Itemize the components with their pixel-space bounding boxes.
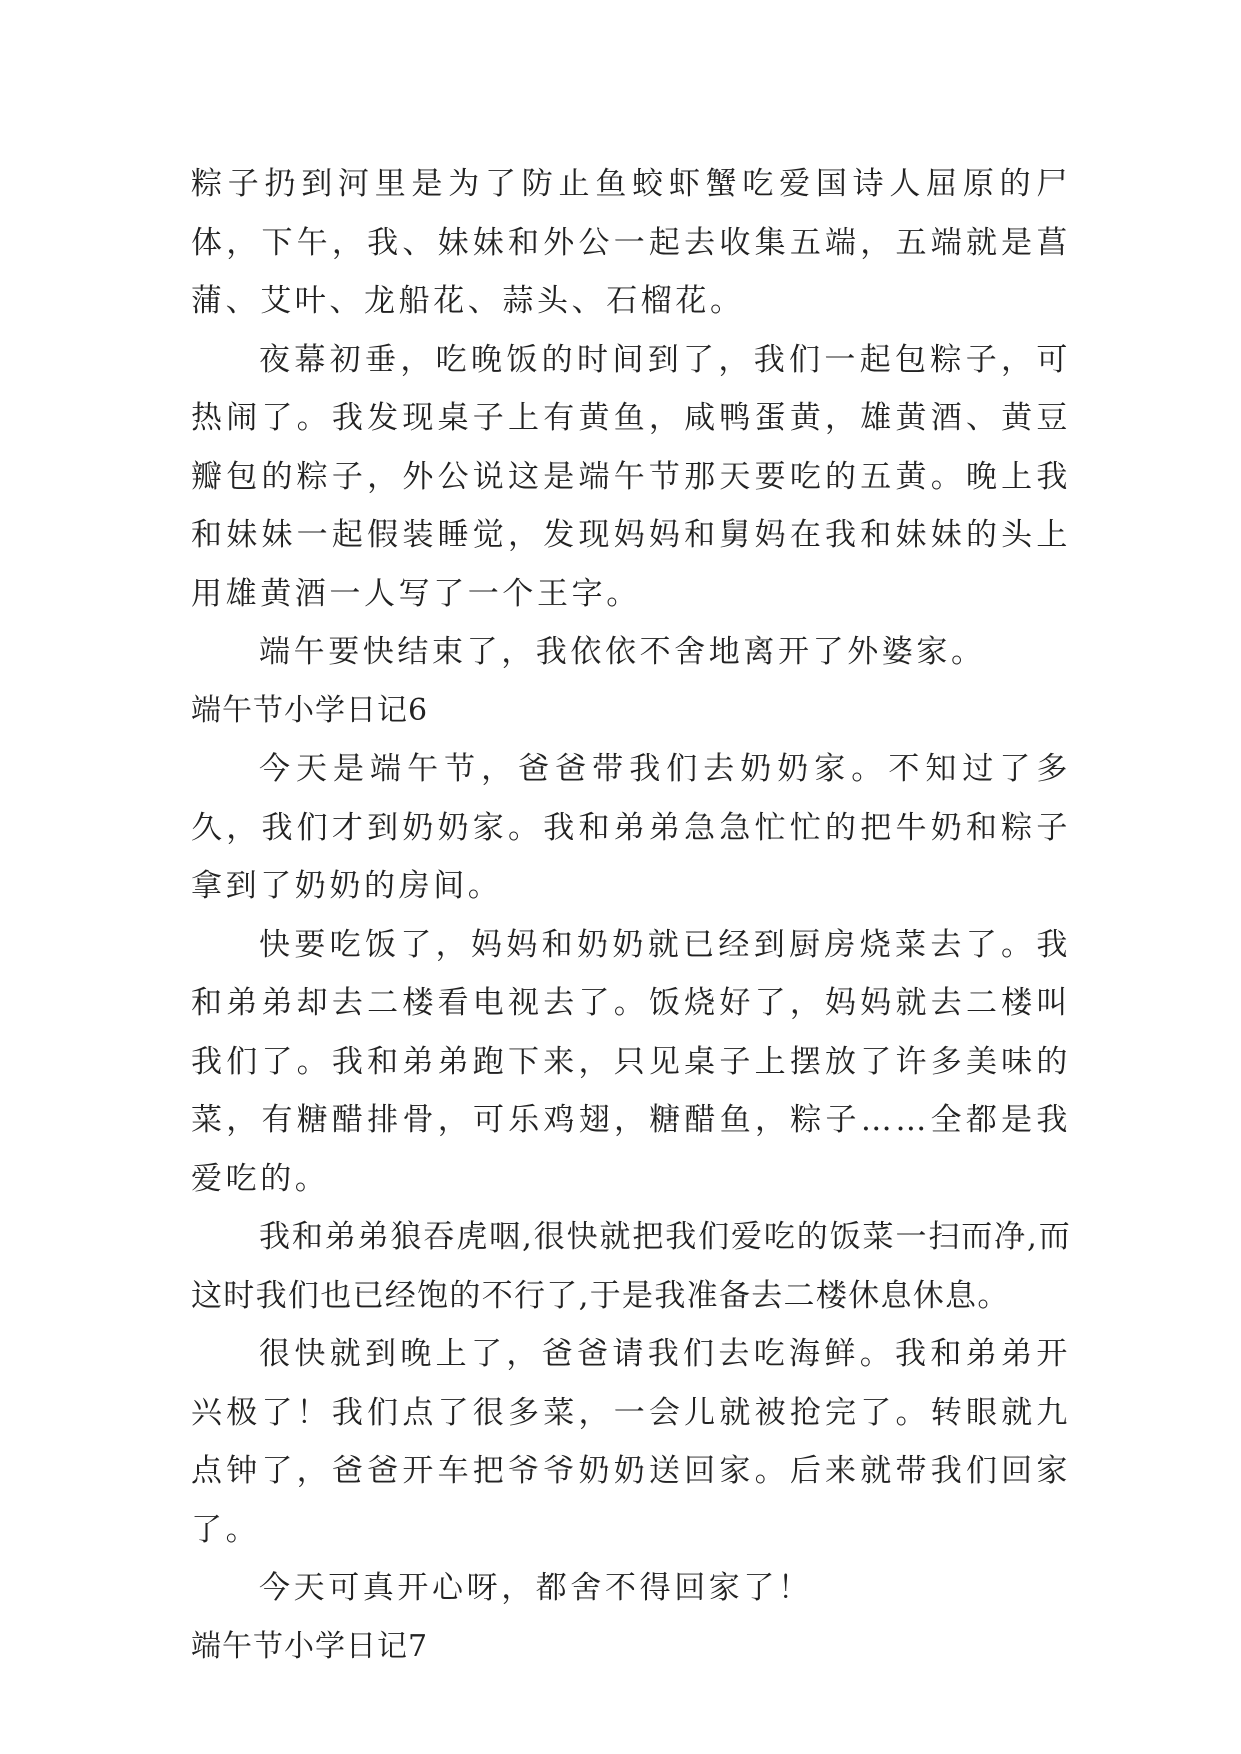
paragraph-dinner: 快要吃饭了，妈妈和奶奶就已经到厨房烧菜去了。我和弟弟却去二楼看电视去了。饭烧好了，妈妈就去二楼叫我们了。我和弟弟跑下来，只见桌子上摆放了许多美味的菜，有糖醋排骨，可乐鸡翅，糖醋鱼，粽子……全都是我爱吃的。	[191, 926, 1071, 1197]
paragraph-happy: 今天可真开心呀，都舍不得回家了！	[259, 1570, 813, 1606]
document-body	[191, 155, 1071, 1676]
diary-heading-7: 端午节小学日记7	[191, 1628, 429, 1664]
paragraph-continuation: 粽子扔到河里是为了防止鱼蛟虾蟹吃爱国诗人屈原的尸体，下午，我、妹妹和外公一起去收集五端，五端就是菖蒲、艾叶、龙船花、蒜头、石榴花。	[191, 166, 1071, 319]
paragraph-evening: 夜幕初垂，吃晚饭的时间到了，我们一起包粽子，可热闹了。我发现桌子上有黄鱼，咸鸭蛋黄，雄黄酒、黄豆瓣包的粽子，外公说这是端午节那天要吃的五黄。晚上我和妹妹一起假装睡觉，发现妈妈和舅妈在我和妹妹的头上用雄黄酒一人写了一个王字。	[191, 341, 1071, 612]
diary-heading-6: 端午节小学日记6	[191, 692, 429, 728]
paragraph-eating: 我和弟弟狼吞虎咽,很快就把我们爱吃的饭菜一扫而净,而这时我们也已经饱的不行了,于是我准备去二楼休息休息。	[191, 1219, 1071, 1314]
paragraph-leaving: 端午要快结束了，我依依不舍地离开了外婆家。	[259, 634, 986, 670]
paragraph-seafood: 很快就到晚上了，爸爸请我们去吃海鲜。我和弟弟开兴极了！我们点了很多菜，一会儿就被抢完了。转眼就九点钟了，爸爸开车把爷爷奶奶送回家。后来就带我们回家了。	[191, 1336, 1071, 1548]
paragraph-grandma-house: 今天是端午节，爸爸带我们去奶奶家。不知过了多久，我们才到奶奶家。我和弟弟急急忙忙的把牛奶和粽子拿到了奶奶的房间。	[191, 751, 1071, 904]
